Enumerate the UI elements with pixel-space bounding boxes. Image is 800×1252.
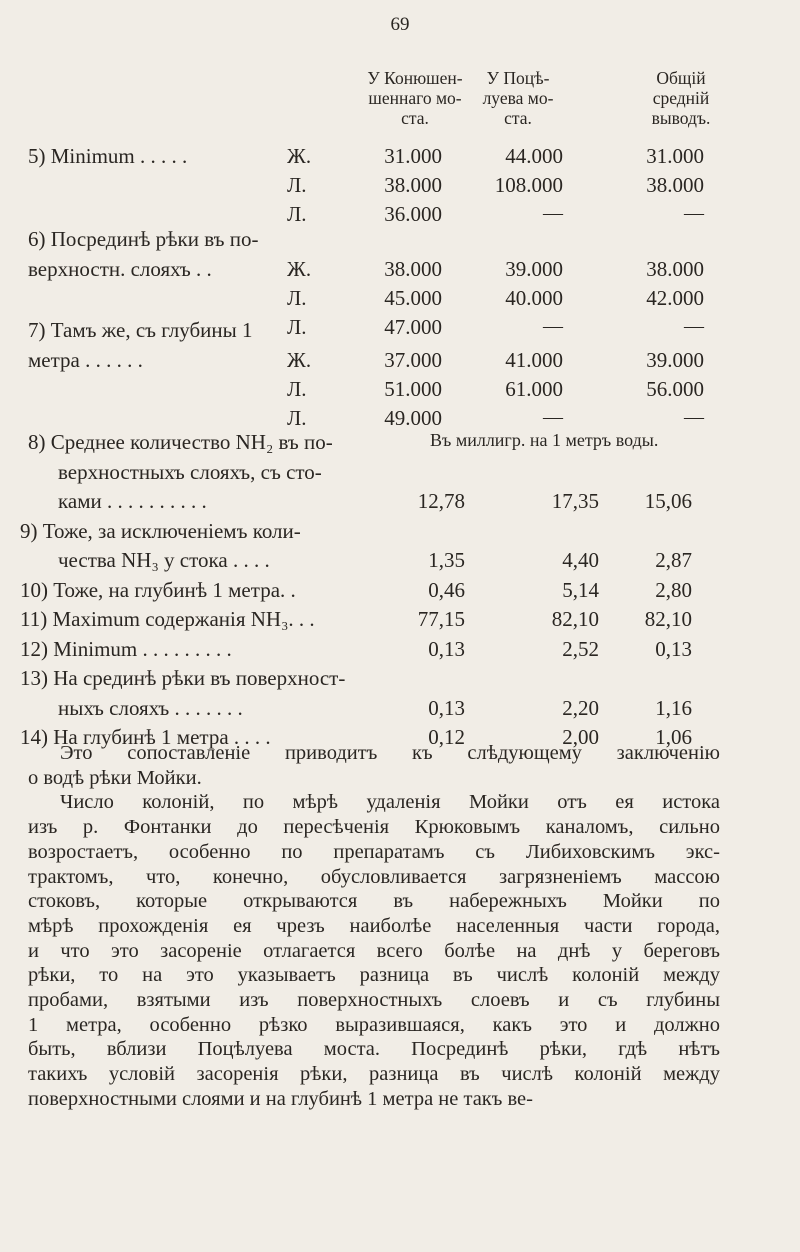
column-header-line: У Конюшен- (367, 68, 463, 88)
table-cell: 38.000 (384, 257, 442, 281)
table-cell: 1,16 (655, 695, 692, 720)
table-row (0, 348, 800, 378)
text-line: рѣки, то на это указываетъ разница въ числѣ колоній между (28, 964, 720, 987)
table-row (0, 637, 800, 667)
section-label: 14) На глубинѣ 1 метра . . . . (20, 725, 271, 749)
table-row (0, 519, 800, 549)
table-cell: 47.000 (384, 315, 442, 339)
section-label: 12) Minimum . . . . . . . . . (20, 636, 232, 661)
table-cell: 40.000 (505, 286, 563, 310)
table-cell: 2,52 (562, 636, 599, 661)
table-cell: 77,15 (417, 607, 465, 631)
table-cell: 49.000 (384, 406, 442, 430)
table-cell: 41.000 (505, 348, 563, 372)
table-cell: 51.000 (384, 377, 442, 401)
text-line: Это сопоставленіе приводитъ къ слѣдующему заключенію (60, 742, 720, 764)
table-row (0, 607, 800, 637)
text-line: трактомъ, что, конечно, обусловливается загрязненіемъ массою (28, 865, 720, 888)
unit-note: Въ миллигр. на 1 метръ воды. (430, 430, 659, 450)
table-cell: 31.000 (646, 144, 704, 168)
sample-mark: Л. (287, 173, 307, 197)
text-line: пробами, взятыми изъ поверхностныхъ слоевъ и съ глубины (28, 989, 720, 1012)
section-label: 10) Тоже, на глубинѣ 1 метра. . (20, 577, 296, 602)
text-line: 1 метра, особенно рѣзко выразившаяся, какъ это и должно (28, 1013, 720, 1036)
table-row (0, 257, 800, 287)
section-label: 6) Посрединѣ рѣки въ по- (28, 227, 259, 251)
text-line: мѣрѣ прохожденія ея чрезъ наиболѣе населенныя части города, (28, 914, 720, 937)
section-label-row (0, 318, 800, 348)
table-cell: 31.000 (384, 144, 442, 168)
section-label: 13) На срединѣ рѣки въ поверхност- (20, 666, 346, 690)
table-cell: 44.000 (505, 144, 563, 168)
section-label: верхностн. слояхъ . . (28, 257, 212, 281)
section-label: метра . . . . . . (28, 348, 143, 372)
sample-mark: Ж. (287, 144, 312, 168)
table-row (0, 144, 800, 174)
sample-mark: Л. (287, 377, 307, 401)
section-label: верхностныхъ слояхъ, съ сто- (58, 459, 322, 484)
section-label: 7) Тамъ же, съ глубины 1 (28, 318, 253, 342)
body-text (28, 741, 720, 1112)
text-line: изъ р. Фонтанки до пересѣченія Крюковымъ каналомъ, сильно (28, 816, 720, 839)
table-cell: 2,20 (562, 695, 599, 720)
table-cell: 45.000 (384, 286, 442, 310)
table-cell: 2,87 (655, 548, 692, 572)
section-label: 8) Среднее количество NH₂ въ по- (28, 430, 333, 454)
section-label: ками . . . . . . . . . . (58, 489, 207, 513)
table-cell: 2,80 (655, 577, 692, 602)
column-header-line: среднiй (652, 88, 710, 108)
table-cell: 1,35 (428, 548, 465, 572)
column-header (626, 68, 736, 128)
table-cell: 39.000 (505, 257, 563, 281)
column-header-line: ста. (401, 108, 429, 128)
table-cell: — (543, 406, 563, 428)
section-label: 9) Тоже, за исключеніемъ коли- (20, 518, 301, 543)
table-cell: 0,12 (428, 725, 465, 749)
table-cell: 0,13 (428, 636, 465, 661)
sample-mark: Ж. (287, 257, 312, 281)
table-cell: 39.000 (646, 348, 704, 372)
table-cell: 38.000 (384, 173, 442, 197)
table-row (0, 286, 800, 316)
table-cell: 0,13 (428, 695, 465, 720)
table-cell: 0,46 (428, 577, 465, 602)
table-cell: 37.000 (384, 348, 442, 372)
table-row (0, 430, 800, 460)
column-header-line: луева мо- (482, 88, 554, 108)
text-line: поверхностными слоями и на глубинѣ 1 метра не такъ ве- (28, 1087, 533, 1110)
table-cell: 61.000 (505, 377, 563, 401)
table-cell: 12,78 (417, 489, 465, 513)
text-line: о водѣ рѣки Мойки. (28, 766, 202, 789)
table-cell: 82,10 (644, 607, 692, 631)
table-row (0, 377, 800, 407)
column-header (457, 68, 579, 128)
table-cell: 17,35 (551, 489, 599, 513)
sample-mark: Л. (287, 406, 307, 430)
column-header-line: У Поцѣ- (486, 68, 550, 88)
text-line: такихъ условій засоренія рѣки, разница въ числѣ колоній между (28, 1063, 720, 1086)
table-row (0, 460, 800, 490)
table-row (0, 578, 800, 608)
table-cell: 4,40 (562, 548, 599, 572)
section-label: ныхъ слояхъ . . . . . . . (58, 695, 243, 720)
text-line: Число колоній, по мѣрѣ удаленія Мойки отъ ея истока (60, 791, 720, 814)
table-cell: — (684, 406, 704, 428)
text-line: быть, вблизи Поцѣлуева моста. Посрединѣ рѣки, гдѣ нѣтъ (28, 1038, 720, 1061)
column-header-line: шеннаго мо- (368, 88, 462, 108)
table-cell: — (684, 315, 704, 337)
table-cell: 108.000 (494, 173, 563, 197)
text-line: стоковъ, которые открываются въ набережныхъ Мойки по (28, 890, 720, 913)
section-label: 5) Minimum . . . . . (28, 144, 188, 168)
table-cell: 2,00 (562, 725, 599, 749)
table-cell: 36.000 (384, 202, 442, 226)
section-label-row (0, 227, 800, 257)
sample-mark: Л. (287, 286, 307, 310)
table-cell: 38.000 (646, 257, 704, 281)
text-line: возростаетъ, особенно по препаратамъ съ Либиховскимъ экс- (28, 840, 720, 863)
table-cell: — (543, 202, 563, 224)
table-cell: 56.000 (646, 377, 704, 401)
table-row (0, 489, 800, 519)
column-header-line: ста. (504, 108, 532, 128)
sample-mark: Л. (287, 315, 307, 339)
table-cell: 42.000 (646, 286, 704, 310)
sample-mark: Ж. (287, 348, 312, 372)
table-cell: 15,06 (644, 489, 692, 513)
table-cell: 5,14 (562, 577, 599, 602)
table-cell: 82,10 (551, 607, 599, 631)
table-row (0, 696, 800, 726)
table-cell: 38.000 (646, 173, 704, 197)
table-cell: 0,13 (655, 636, 692, 661)
column-header-line: выводъ. (651, 108, 711, 128)
section-label: чества NH₃ у стока . . . . (58, 548, 270, 572)
column-header-line: Общій (656, 68, 706, 88)
text-line: и что это засореніе отлагается всего болѣе на днѣ у береговъ (28, 939, 720, 962)
table-row (0, 666, 800, 696)
section-label: 11) Maximum содержанія NH₃. . . (20, 607, 315, 631)
table-cell: — (543, 315, 563, 337)
table-row (0, 548, 800, 578)
sample-mark: Л. (287, 202, 307, 226)
table-cell: 1,06 (655, 725, 692, 749)
table-cell: — (684, 202, 704, 224)
table-row (0, 173, 800, 203)
page-number: 69 (390, 14, 410, 35)
